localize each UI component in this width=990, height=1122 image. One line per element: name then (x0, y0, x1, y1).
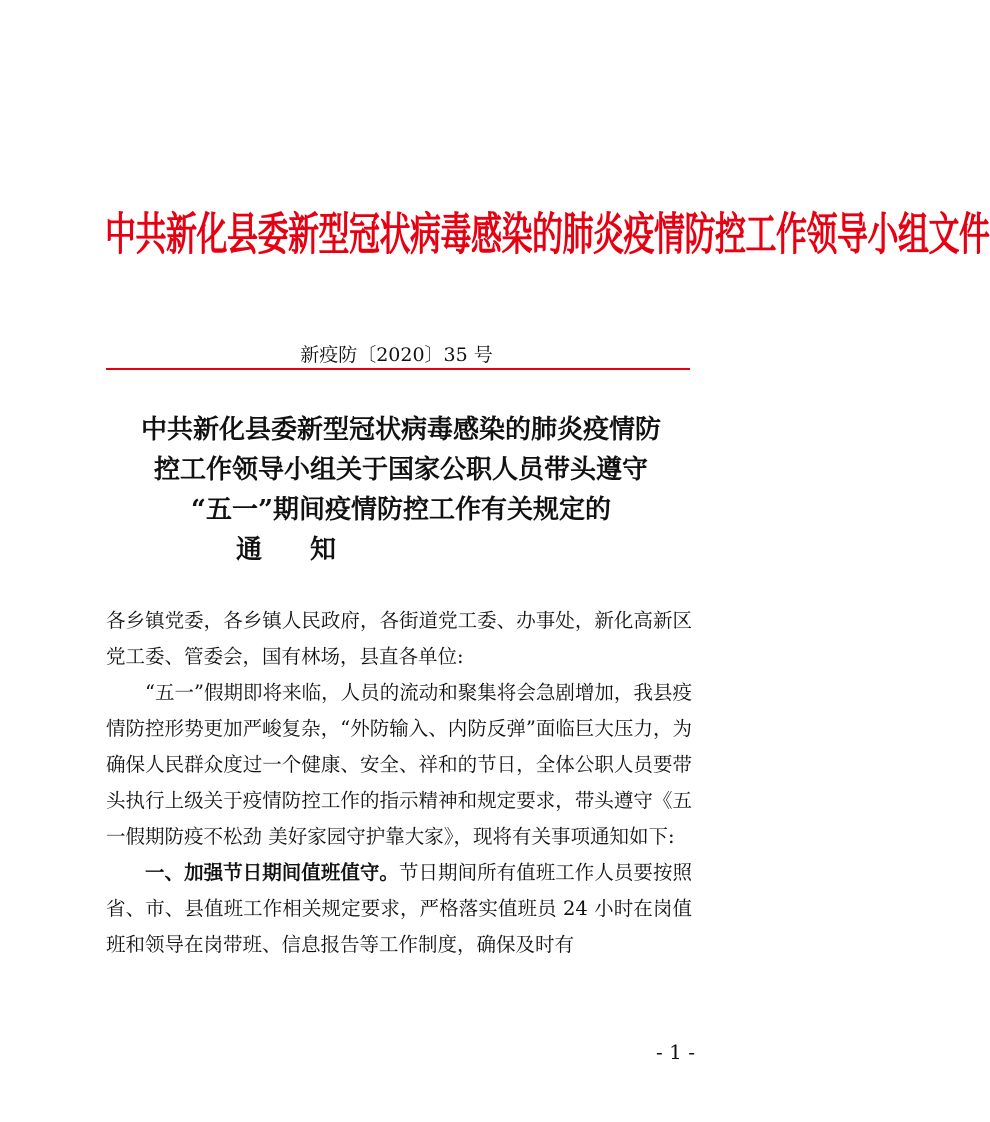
document-title (106, 410, 696, 570)
intro-paragraph: “五一”假期即将来临，人员的流动和聚集将会急剧增加，我县疫情防控形势更加严峻复杂，“外防输入、内防反弹”面临巨大压力，为确保人民群众度过一个健康、安全、祥和的节日，全体公职人员要带头执行上级关于疫情防控工作的指示精神和规定要求，带头遵守《五一假期防疫不松劲 美好家园守护靠大家》，现将有关事项通知如下: (106, 681, 692, 848)
section-1-text: 节日期间所有值班工作人员要按照省、市、县值班工作相关规定要求，严格落实值班员 24 小时在岗值班和领导在岗带班、信息报告等工作制度，确保及时有 (106, 861, 692, 956)
red-masthead: 中共新化县委新型冠状病毒感染的肺炎疫情防控工作领导小组文件 (105, 208, 990, 262)
title-line-3: “五一”期间疫情防控工作有关规定的 (191, 495, 611, 525)
red-divider-line (106, 368, 690, 370)
title-line-1: 中共新化县委新型冠状病毒感染的肺炎疫情防 (140, 415, 661, 445)
section-1-heading: 一、加强节日期间值班值守。 (145, 861, 399, 884)
title-line-2: 控工作领导小组关于国家公职人员带头遵守 (153, 455, 648, 485)
section-1-paragraph (106, 855, 692, 963)
document-body (106, 603, 692, 963)
addressee-paragraph: 各乡镇党委，各乡镇人民政府，各街道党工委、办事处，新化高新区党工委、管委会，国有林场，县直各单位: (106, 609, 692, 668)
page-number: - 1 - (656, 1040, 695, 1064)
title-line-4: 通知 (235, 535, 384, 565)
document-number: 新疫防〔2020〕35 号 (300, 344, 493, 366)
